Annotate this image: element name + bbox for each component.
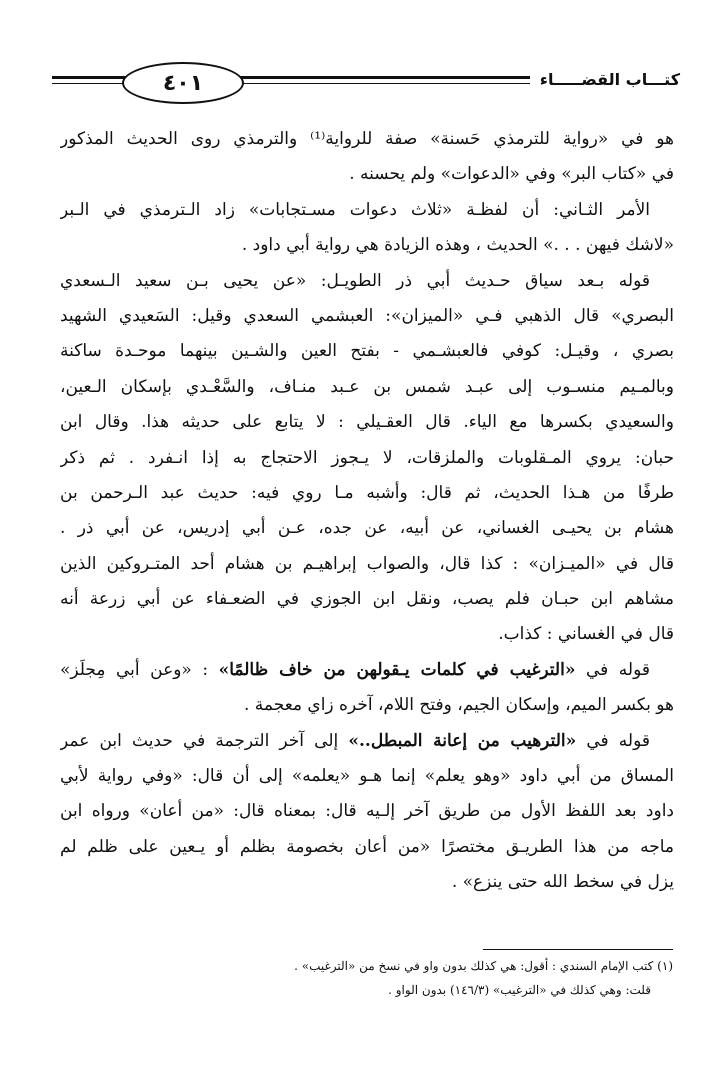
page-number-text: ٤٠١ xyxy=(162,70,204,96)
line-text: هو بكسر الميم، وإسكان الجيم، وفتح اللام، آخره زاي معجمة . xyxy=(243,695,674,716)
line-text: والسعيدي بكسرها مع الياء. قال العقـيلي : لا يتابع على حديثه هذا. وقال ابن xyxy=(60,412,674,433)
text-line xyxy=(60,476,674,511)
line-text: بصري ، وقيـل: كوفي فالعبشـمي - بفتح العين والشـين بينهما موحـدة ساكنة xyxy=(60,341,674,362)
text-line xyxy=(60,794,674,829)
line-text: المساق من أبي داود «وهو يعلم» إنما هـو «يعلمه» إلى أن قال: «وفي رواية لأبي xyxy=(60,766,674,787)
line-text: قال في «الميـزان» : كذا قال، والصواب إبراهيـم بن هشام أحد المتـروكين الذين xyxy=(60,553,674,574)
line-text: يزل في سخط الله حتى ينزع» . xyxy=(451,872,674,893)
text-line xyxy=(60,617,674,652)
line-text: قال في الغساني : كذاب. xyxy=(498,624,674,645)
text-line xyxy=(60,193,674,228)
text-line xyxy=(60,228,674,263)
line-text: «لاشك فيهن . . .» الحديث ، وهذه الزيادة هي رواية أبي داود . xyxy=(241,235,674,256)
line-text: ماجه من هذا الطريـق مختصرًا «من أعان بخصومة بظلم أو يـعين على ظلم لم xyxy=(60,836,674,857)
text-line xyxy=(60,299,674,334)
line-text: هو في «رواية للترمذي حَسنة» صفة للرواية⁽¹⁾ والترمذي روى الحديث المذكور xyxy=(60,129,674,149)
line-text: البصري» قال الذهبي فـي «الميزان»: العبشمي السعدي وقيل: السَعيدي الشهيد xyxy=(60,305,674,326)
text-line xyxy=(60,264,674,299)
text-line xyxy=(60,653,674,688)
page-header xyxy=(52,60,680,104)
line-text: في «كتاب البر» وفي «الدعوات» ولم يحسنه . xyxy=(349,164,674,185)
line-text-rest: : «وعن أبي مِجلَز» xyxy=(60,659,219,680)
running-title: كتـــاب القضـــــاء xyxy=(530,70,680,89)
text-line xyxy=(60,724,674,759)
line-text: حبان: يروي المـقلوبات والملزقات، لا يـجوز الاحتجاج به إذا انـفرد . ثم ذكر xyxy=(60,447,674,468)
text-line xyxy=(60,334,674,369)
text-line xyxy=(60,122,674,157)
line-text: داود بعد اللفظ الأول من طريق آخر إلـيه قال: بمعناه قال: «من أعان» ورواه ابن xyxy=(60,801,674,822)
text-line xyxy=(60,370,674,405)
footnote-line: قلت: وهي كذلك في «الترغيب» (١٤٦/٣) بدون الواو . xyxy=(388,983,651,997)
line-text: قوله في xyxy=(576,730,650,751)
line-text: قوله بـعد سياق حـديث أبي ذر الطويـل: «عن يحيى بـن سعيد الـسعدي xyxy=(60,270,650,291)
page-number xyxy=(122,62,244,104)
text-line xyxy=(60,547,674,582)
line-text: الأمر الثـاني: أن لفظـة «ثلاث دعوات مسـتجابات» زاد الـترمذي في الـبر xyxy=(60,199,650,220)
header-rule-left-bottom xyxy=(52,83,130,84)
text-line xyxy=(60,865,674,900)
footnote-separator xyxy=(483,949,673,950)
text-line xyxy=(60,405,674,440)
text-line xyxy=(60,511,674,546)
body-text xyxy=(60,122,674,901)
text-line xyxy=(60,582,674,617)
footnote-line: (١) كتب الإمام السندي : أقول: هي كذلك بدون واو في نسخ من «الترغيب» . xyxy=(294,959,673,973)
line-text: مشاهم ابن حبـان فلم يصب، ونقل ابن الجوزي في الضعـفاء عن أبي زرعة أنه xyxy=(60,589,674,610)
line-text: طرفًا من هـذا الحديث، ثم قال: وأشبه مـا روي فيه: حديث عبد الـرحمن بن xyxy=(60,482,674,503)
text-line xyxy=(60,157,674,192)
text-line xyxy=(60,688,674,723)
line-text: هشام بن يحيـى الغساني، عن أبيه، عن جده، عـن أبي إدريس، عن أبي ذر . xyxy=(60,518,674,539)
header-rule-left-top xyxy=(52,76,130,79)
text-line xyxy=(60,759,674,794)
text-line xyxy=(60,830,674,865)
bold-chapter-title: «الترهيب من إعانة المبطل..» xyxy=(348,730,577,751)
text-line xyxy=(60,441,674,476)
footnotes xyxy=(33,954,673,1002)
line-text: قوله في xyxy=(575,659,650,680)
bold-chapter-title: «الترغيب في كلمات يـقولهن من خاف ظالمًا» xyxy=(218,659,576,680)
line-text: وبالمـيم منسـوب إلى عبـد شمس بن عـبد منـاف، والسَّعْـدي بإسكان الـعين، xyxy=(60,376,674,397)
line-text-rest: إلى آخر الترجمة في حديث ابن عمر xyxy=(60,730,349,751)
